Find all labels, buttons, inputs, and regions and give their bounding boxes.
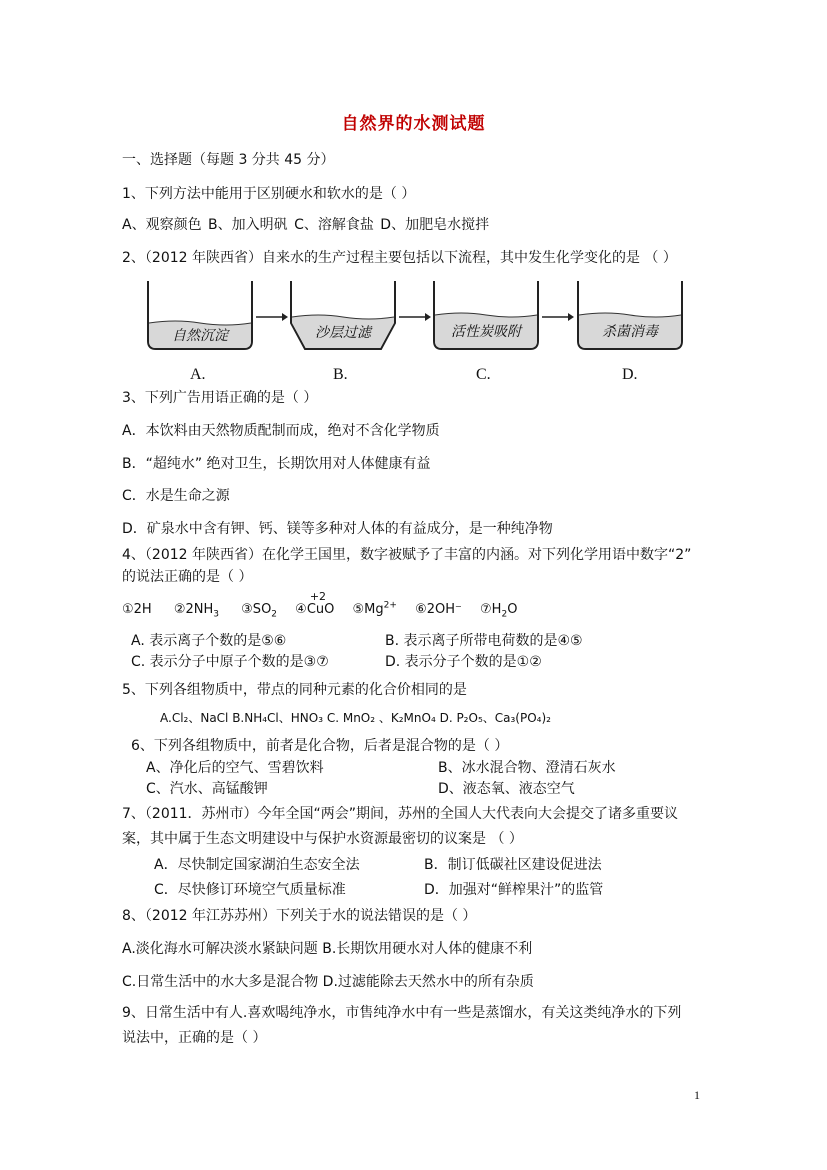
question-7-option-b: B．制订低碳社区建设促进法 bbox=[424, 857, 602, 873]
question-7-stem-line2: 案，其中属于生态文明建设中与保护水资源最密切的议案是 （ ） bbox=[122, 831, 523, 847]
question-4-option-b: B. 表示离子所带电荷数的是④⑤ bbox=[385, 633, 583, 649]
formula-3: $③SO_2$ bbox=[241, 602, 278, 620]
page-title: 自然界的水测试题 bbox=[341, 114, 486, 134]
step-text-b: 沙层过滤 bbox=[315, 325, 371, 341]
formula-2: $②2NH_3$ bbox=[173, 602, 220, 620]
formula-6: ⑥2OH⁻ bbox=[415, 602, 462, 617]
question-7-option-c: C．尽快修订环境空气质量标准 bbox=[154, 882, 346, 898]
beaker-diagram-d bbox=[576, 279, 684, 351]
formula-7: $⑦H_2O$ bbox=[480, 602, 518, 620]
step-text-a: 自然沉淀 bbox=[172, 328, 228, 344]
question-4-option-c: C. 表示分子中原子个数的是③⑦ bbox=[131, 654, 329, 670]
page-number: 1 bbox=[694, 1088, 700, 1102]
step-label-c: C. bbox=[476, 366, 491, 383]
question-7-option-d: D．加强对“鲜榨果汁”的监管 bbox=[424, 882, 604, 898]
question-3-option-c: C．水是生命之源 bbox=[122, 488, 230, 504]
question-5-options: A.Cl₂、NaCl B.NH₄Cl、HNO₃ C. MnO₂ 、K₂MnO₄ D. P₂O₅、Ca₃(PO₄)₂ bbox=[160, 711, 551, 725]
formula-4: ④ +2 CuO bbox=[295, 590, 335, 617]
question-7-option-a: A．尽快制定国家湖泊生态安全法 bbox=[154, 857, 360, 873]
question-1-stem: 1、下列方法中能用于区别硬水和软水的是（ ） bbox=[122, 186, 416, 202]
beaker-diagram-a bbox=[146, 279, 254, 351]
step-text-c: 活性炭吸附 bbox=[451, 324, 521, 340]
question-4-stem-line2: 的说法正确的是（ ） bbox=[122, 569, 253, 585]
step-label-b: B. bbox=[333, 366, 348, 383]
question-8-options-cd: C.日常生活中的水大多是混合物 D.过滤能除去天然水中的所有杂质 bbox=[122, 974, 534, 990]
beaker-diagram-b bbox=[289, 279, 397, 351]
question-3-option-d: D．矿泉水中含有钾、钙、镁等多种对人体的有益成分，是一种纯净物 bbox=[122, 521, 553, 537]
question-4-stem-line1: 4、（2012 年陕西省）在化学王国里，数字被赋予了丰富的内涵。对下列化学用语中数字“2” bbox=[122, 547, 692, 563]
step-label-d: D. bbox=[622, 366, 638, 383]
beaker-diagram-c bbox=[432, 279, 540, 351]
arrow-icon bbox=[542, 311, 574, 323]
question-8-options-ab: A.淡化海水可解决淡水紧缺问题 B.长期饮用硬水对人体的健康不利 bbox=[122, 941, 533, 957]
step-text-d: 杀菌消毒 bbox=[602, 324, 658, 340]
arrow-icon bbox=[256, 311, 288, 323]
question-5-stem: 5、下列各组物质中，带点的同种元素的化合价相同的是 bbox=[122, 682, 467, 698]
question-6-stem: 6、下列各组物质中，前者是化合物，后者是混合物的是（ ） bbox=[131, 738, 509, 754]
question-6-option-d: D、液态氧、液态空气 bbox=[438, 781, 575, 797]
question-3-option-a: A．本饮料由天然物质配制而成，绝对不含化学物质 bbox=[122, 423, 440, 439]
question-2-stem: 2、（2012 年陕西省）自来水的生产过程主要包括以下流程，其中发生化学变化的是 （ ） bbox=[122, 250, 677, 266]
formula-1: ①2H bbox=[122, 602, 152, 617]
question-9-stem-line1: 9、日常生活中有人.喜欢喝纯净水，市售纯净水中有一些是蒸馏水，有关这类纯净水的下列 bbox=[122, 1005, 682, 1021]
step-label-a: A. bbox=[190, 366, 206, 383]
question-6-option-c: C、汽水、高锰酸钾 bbox=[146, 781, 268, 797]
section-heading: 一、选择题（每题 3 分共 45 分） bbox=[122, 152, 335, 168]
question-3-option-b: B．“超纯水” 绝对卫生，长期饮用对人体健康有益 bbox=[122, 456, 431, 472]
question-6-option-b: B、冰水混合物、澄清石灰水 bbox=[438, 760, 616, 776]
question-1-options: A、观察颜色 B、加入明矾 C、溶解食盐 D、加肥皂水搅拌 bbox=[122, 217, 490, 233]
question-8-stem: 8、（2012 年江苏苏州）下列关于水的说法错误的是（ ） bbox=[122, 908, 477, 924]
question-9-stem-line2: 说法中，正确的是（ ） bbox=[122, 1030, 267, 1046]
question-4-option-a: A. 表示离子个数的是⑤⑥ bbox=[131, 633, 287, 649]
arrow-icon bbox=[399, 311, 431, 323]
question-7-stem-line1: 7、（2011．苏州市）今年全国“两会”期间，苏州的全国人大代表向大会提交了诸多重要议 bbox=[122, 806, 679, 822]
question-4-option-d: D. 表示分子个数的是①② bbox=[385, 654, 542, 670]
formula-5: $⑤Mg^{2+}$ bbox=[352, 600, 397, 617]
question-6-option-a: A、净化后的空气、雪碧饮料 bbox=[146, 760, 324, 776]
question-4-formulas bbox=[122, 590, 518, 620]
question-3-stem: 3、下列广告用语正确的是（ ） bbox=[122, 390, 318, 406]
